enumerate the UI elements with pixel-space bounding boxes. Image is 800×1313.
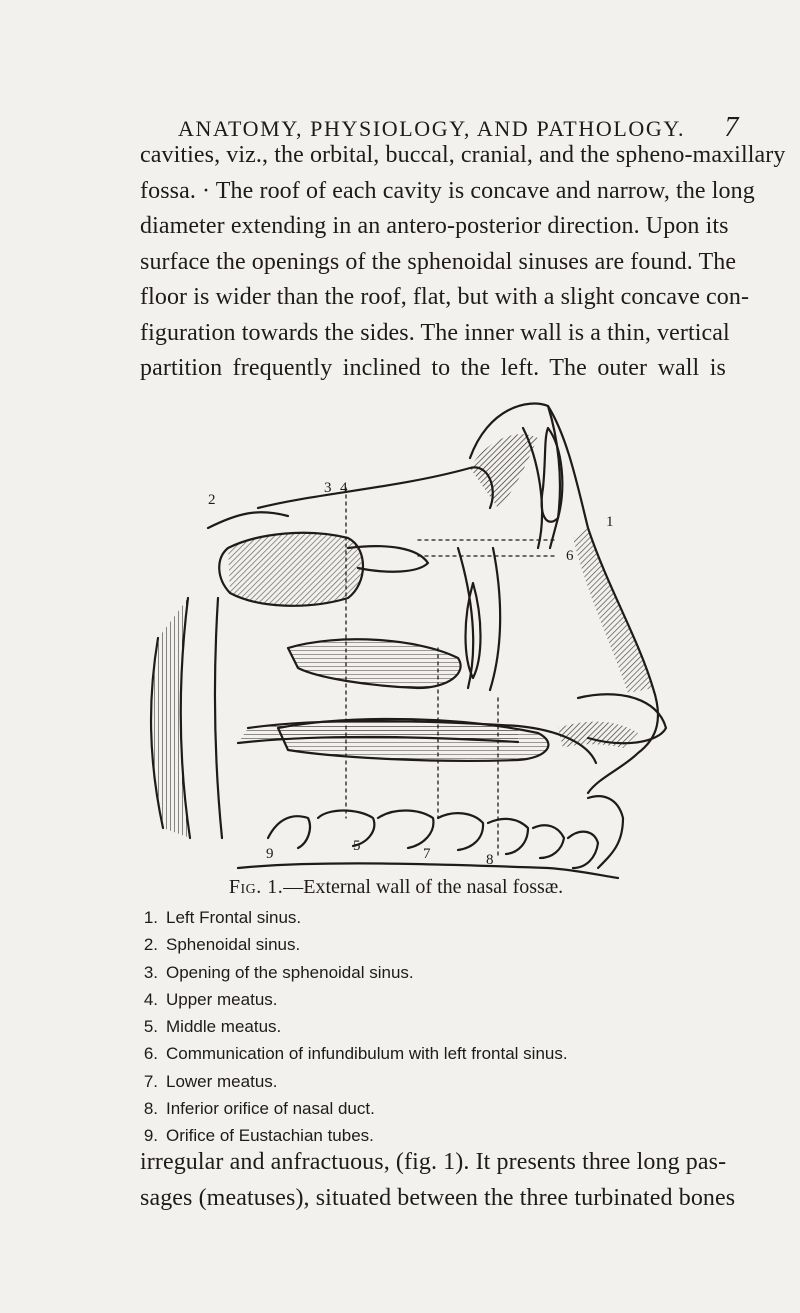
text-line: diameter extending in an antero-posterior direction. Upon its — [140, 213, 729, 239]
text-line: fossa. · The roof of each cavity is concave and narrow, the long — [140, 177, 755, 204]
legend-text: Sphenoidal sinus. — [166, 935, 301, 955]
legend-number: 3. — [143, 962, 158, 982]
legend-text: Inferior orifice of nasal duct. — [166, 1099, 375, 1119]
legend-number: 2. — [143, 935, 158, 955]
legend-item — [136, 931, 696, 958]
figure-label-9: 9 — [266, 846, 274, 862]
text-line: cavities, viz., the orbital, buccal, cranial, and the spheno-maxillary — [140, 142, 786, 168]
figure-label-6: 6 — [566, 548, 574, 564]
legend-item — [136, 1013, 696, 1040]
nasal-fossa-figure — [118, 398, 678, 880]
legend-number: 4. — [143, 989, 158, 1009]
legend-item — [136, 1095, 696, 1122]
text-line: surface the openings of the sphenoidal sinuses are found. The — [140, 248, 737, 275]
figure-label-3: 3 — [324, 480, 332, 496]
figure-caption-text: —External wall of the nasal fossæ. — [283, 876, 564, 898]
legend-item — [136, 1068, 696, 1095]
nasal-fossa-illustration — [118, 398, 678, 880]
figure-label-1: 1 — [606, 514, 614, 530]
text-line: sages (meatuses), situated between the three turbinated bones — [140, 1184, 736, 1211]
paragraph-top — [140, 138, 786, 387]
text-line: irregular and anfractuous, (fig. 1). It presents three long pas- — [140, 1149, 727, 1175]
figure-label-7: 7 — [423, 846, 431, 862]
legend-text: Communication of infundibulum with left frontal sinus. — [166, 1044, 568, 1064]
figure-legend — [136, 904, 696, 1150]
legend-text: Lower meatus. — [166, 1071, 278, 1091]
text-line: figuration towards the sides. The inner wall is a thin, vertical — [140, 319, 730, 346]
legend-text: Left Frontal sinus. — [166, 908, 302, 927]
legend-number: 6. — [143, 1044, 158, 1064]
text-line: partition frequently inclined to the left. The outer wall is — [140, 355, 726, 381]
figure-caption — [186, 876, 606, 899]
running-head-title: ANATOMY, PHYSIOLOGY, AND PATHOLOGY. — [178, 116, 686, 141]
legend-number: 5. — [143, 1017, 158, 1037]
figure-label-2: 2 — [208, 492, 216, 508]
figure-caption-label: Fig. 1. — [228, 876, 284, 898]
legend-text: Opening of the sphenoidal sinus. — [166, 962, 414, 982]
paragraph-bottom — [140, 1145, 736, 1216]
legend-number: 8. — [143, 1099, 158, 1119]
legend-number: 9. — [143, 1126, 158, 1146]
figure-label-5: 5 — [353, 838, 361, 854]
legend-item — [136, 1040, 696, 1067]
figure-label-8: 8 — [486, 852, 494, 868]
legend-text: Orifice of Eustachian tubes. — [166, 1126, 374, 1146]
legend-number: 1. — [143, 908, 158, 927]
legend-item — [136, 959, 696, 986]
text-line: floor is wider than the roof, flat, but with a slight concave con- — [140, 284, 750, 310]
figure-label-4: 4 — [340, 480, 348, 496]
legend-text: Middle meatus. — [166, 1017, 282, 1037]
legend-text: Upper meatus. — [166, 989, 278, 1009]
legend-number: 7. — [143, 1071, 158, 1091]
page-number: 7 — [724, 112, 740, 143]
legend-item — [136, 904, 696, 931]
legend-item — [136, 986, 696, 1013]
